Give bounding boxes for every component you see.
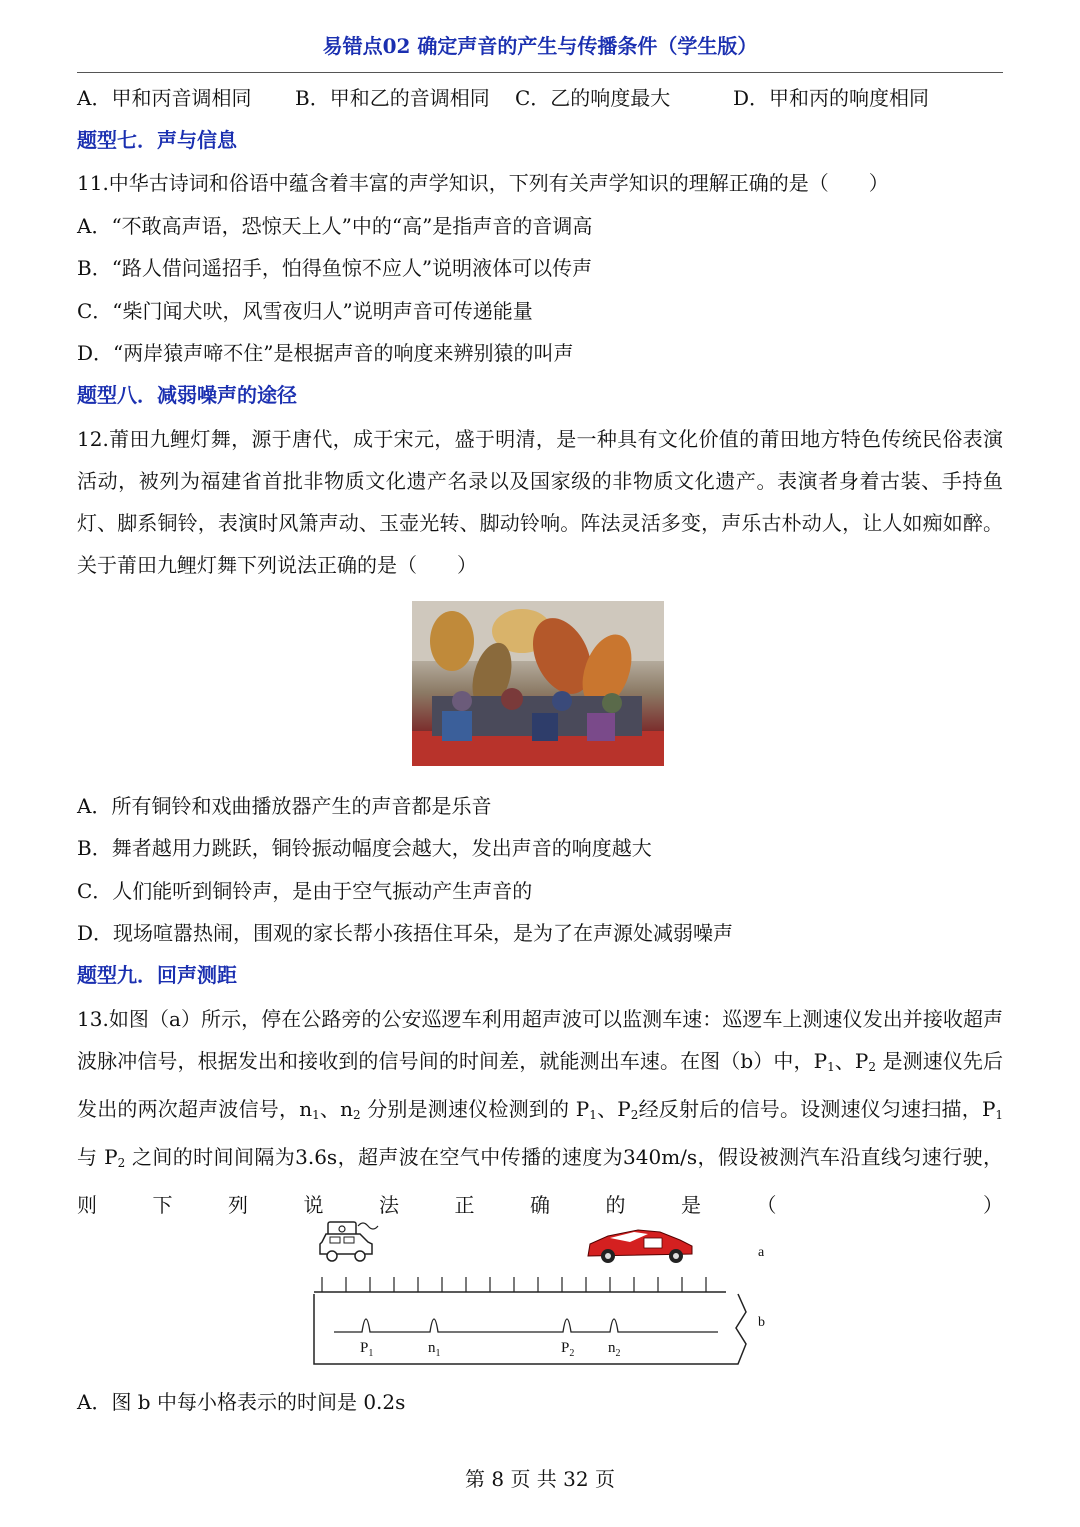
fish-lantern-dance-photo	[412, 601, 664, 766]
q12-option-d: D．现场喧嚣热闹，围观的家长帮小孩捂住耳朵，是为了在声源处减弱噪声	[77, 921, 734, 945]
q13-text-4: 经反射后的信号。设测速仪匀速扫描，	[638, 1097, 982, 1121]
q12-stem: 12.莆田九鲤灯舞，源于唐代，成于宋元，盛于明清，是一种具有文化价值的莆田地方特色传统民俗表演活动，被列为福建省首批非物质文化遗产名录以及国家级的非物质文化遗产。表演者身着古装、手持鱼灯、脚系铜铃，表演时风箫声动、玉壶光转、脚动铃响。阵法灵活多变，声乐古朴动人，让人如痴如醉。关于莆田九鲤灯舞下列说法正确的是（ ）	[77, 427, 1003, 577]
signal-trace	[334, 1319, 718, 1332]
pulse-label: $n_2$	[608, 1340, 621, 1359]
q10-option-c: C．乙的响度最大	[515, 86, 671, 110]
diagram-label-b: b	[758, 1315, 765, 1330]
q13-sep-3: 、	[596, 1097, 618, 1121]
pulse-labels	[360, 1340, 621, 1359]
page-number: 第 8 页 共 32 页	[465, 1467, 615, 1491]
q13-p1-label: P	[813, 1049, 828, 1073]
q10-option-a: A．甲和丙音调相同	[77, 86, 252, 110]
section-heading-7: 题型七．声与信息	[77, 128, 237, 152]
speed-radar-diagram	[308, 1216, 778, 1368]
diagram-label-a: a	[758, 1245, 765, 1260]
patrol-car-icon	[320, 1222, 378, 1261]
q13-p1-label-c: P	[981, 1097, 996, 1121]
q13-option-a: A．图 b 中每小格表示的时间是 0.2s	[77, 1390, 406, 1414]
red-car-icon	[588, 1230, 692, 1263]
q11-option-c: C．“柴门闻犬吠，风雪夜归人”说明声音可传递能量	[77, 299, 533, 323]
q10-option-b: B．甲和乙的音调相同	[295, 86, 490, 110]
q13-p1-sub-c: 1	[995, 1108, 1004, 1122]
q13-p2-sub-c: 2	[117, 1156, 126, 1170]
page-header-title: 易错点02 确定声音的产生与传播条件（学生版）	[322, 34, 758, 58]
q13-p2-label-c: P	[104, 1145, 118, 1169]
q13-p2-sub: 2	[868, 1060, 877, 1074]
q13-p2-label: P	[854, 1049, 869, 1073]
q13-text-3: 分别是测速仪检测到的	[367, 1097, 570, 1121]
ruler-ticks	[322, 1277, 706, 1292]
q13-n1-sub: 1	[312, 1108, 320, 1122]
q13-sep-1: 、	[834, 1049, 855, 1073]
section-heading-8: 题型八．减弱噪声的途径	[77, 383, 297, 407]
pulse-label: $n_1$	[428, 1340, 441, 1359]
q13-stem	[77, 998, 1004, 1217]
q13-text-2: 是测速仪先后发出的两次超声波信号，	[77, 1049, 1004, 1121]
pulse-label: $P_1$	[360, 1340, 374, 1359]
header-divider	[77, 72, 1003, 73]
q13-text-6: 之间的时间间隔为3.6s，超声波在空气中传播的速度为340m/s，假设被测汽车沿直线匀速行驶，则下列说法正确的是（ ）	[77, 1145, 1003, 1217]
q13-n2-sub: 2	[353, 1108, 361, 1122]
q12-option-b: B．舞者越用力跳跃，铜铃振动幅度会越大，发出声音的响度越大	[77, 836, 652, 860]
q13-text-5: 与	[77, 1145, 98, 1169]
q11-stem: 11.中华古诗词和俗语中蕴含着丰富的声学知识，下列有关声学知识的理解正确的是（ ）	[77, 171, 889, 195]
q11-option-b: B．“路人借问遥招手，怕得鱼惊不应人”说明液体可以传声	[77, 256, 593, 280]
section-heading-9: 题型九．回声测距	[77, 963, 237, 987]
q13-n2-label: n	[340, 1097, 354, 1121]
q11-option-d: D．“两岸猿声啼不住”是根据声音的响度来辨别猿的叫声	[77, 341, 574, 365]
signal-panel-frame	[314, 1294, 746, 1364]
q13-n1-label: n	[299, 1097, 313, 1121]
q10-options	[77, 84, 929, 112]
q12-option-a: A．所有铜铃和戏曲播放器产生的声音都是乐音	[77, 794, 492, 818]
q13-p1-sub-b: 1	[589, 1108, 597, 1122]
q12-option-c: C．人们能听到铜铃声，是由于空气振动产生声音的	[77, 879, 533, 903]
q13-sep-2: 、	[319, 1097, 341, 1121]
q10-option-d: D．甲和丙的响度相同	[733, 86, 930, 110]
q13-p2-label-b: P	[617, 1097, 631, 1121]
q13-p1-sub: 1	[827, 1060, 835, 1074]
q13-p1-label-b: P	[575, 1097, 590, 1121]
q13-text-1: 13.如图（a）所示，停在公路旁的公安巡逻车利用超声波可以监测车速：巡逻车上测速仪发出并接收超声波脉冲信号，根据发出和接收到的信号间的时间差，就能测出车速。在图（b）中，	[77, 1007, 1003, 1073]
q13-p2-sub-b: 2	[630, 1108, 639, 1122]
q11-option-a: A．“不敢高声语，恐惊天上人”中的“高”是指声音的音调高	[77, 214, 593, 238]
pulse-label: $P_2$	[561, 1340, 575, 1359]
